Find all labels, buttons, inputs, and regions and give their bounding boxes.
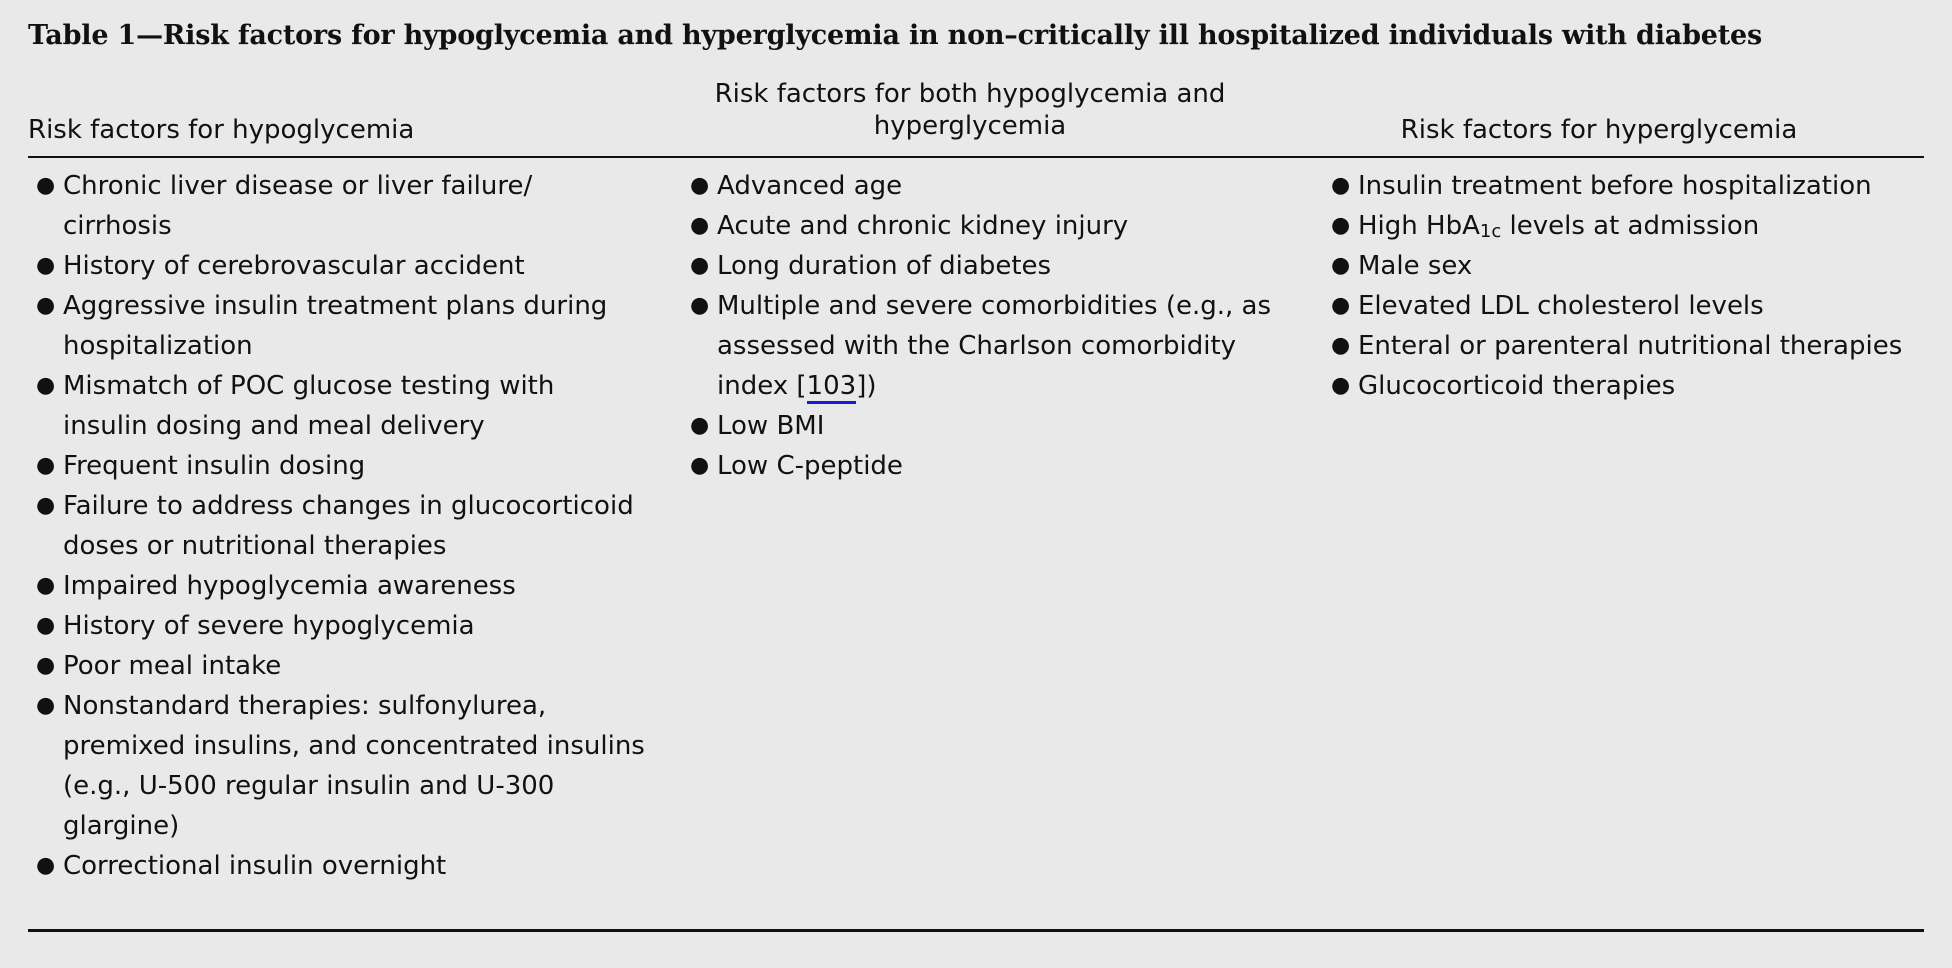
bullet-icon: ● [690,453,710,478]
list-item [36,846,646,886]
bullet-icon: ● [1331,333,1351,358]
list-item-text: Mismatch of POC glucose testing with insulin dosing and meal delivery [63,371,555,441]
list-item-text: History of cerebrovascular accident [63,251,525,281]
bullet-icon: ● [36,573,56,598]
hypoglycemia-list [36,166,646,886]
list-item [36,366,646,446]
bullet-icon: ● [36,373,56,398]
bullet-icon: ● [36,293,56,318]
list-item [690,446,1290,486]
list-item-text: Enteral or parenteral nutritional therapies [1358,331,1903,361]
bullet-icon: ● [690,413,710,438]
bullet-icon: ● [36,653,56,678]
list-item-text: High HbA [1358,211,1480,241]
list-item-text: Low BMI [717,411,825,441]
list-item [690,286,1290,406]
list-item [36,486,646,566]
list-item-text: Male sex [1358,251,1473,281]
hba1c-subscript: 1c [1479,221,1502,242]
bullet-icon: ● [1331,373,1351,398]
bullet-icon: ● [36,613,56,638]
list-item [36,286,646,366]
header-hypoglycemia: Risk factors for hypoglycemia [28,115,415,145]
list-item [690,166,1290,206]
list-item [36,686,646,846]
list-item-text: Aggressive insulin treatment plans during hospitalization [63,291,608,361]
list-item [36,646,646,686]
list-item [1331,326,1951,366]
list-item-text: Long duration of diabetes [717,251,1052,281]
list-item [36,606,646,646]
bullet-icon: ● [1331,213,1351,238]
hyperglycemia-list [1331,166,1951,406]
bullet-icon: ● [36,453,56,478]
bullet-icon: ● [690,293,710,318]
list-item-text: Impaired hypoglycemia awareness [63,571,516,601]
header-both: Risk factors for both hypoglycemia and hyperglycemia [714,79,1226,141]
list-item-text: ]) [856,371,877,401]
list-item-text: Nonstandard therapies: sulfonylurea, premixed insulins, and concentrated insulins (e.g., U-500 regular insulin and U-300 glargine) [63,691,645,841]
list-item [1331,366,1951,406]
list-item-text: Advanced age [717,171,903,201]
list-item-text: Chronic liver disease or liver failure/ cirrhosis [63,171,533,241]
bullet-icon: ● [690,173,710,198]
bullet-icon: ● [36,693,56,718]
list-item [36,246,646,286]
bullet-icon: ● [36,853,56,878]
list-item [36,566,646,606]
list-item [1331,166,1951,206]
table-bottom-rule [28,929,1924,932]
list-item-text: History of severe hypoglycemia [63,611,475,641]
bullet-icon: ● [690,253,710,278]
bullet-icon: ● [1331,293,1351,318]
bullet-icon: ● [36,173,56,198]
bullet-icon: ● [1331,173,1351,198]
reference-link-103[interactable]: 103 [807,371,857,404]
table-title: Table 1—Risk factors for hypoglycemia and hyperglycemia in non–critically ill hospitalized individuals with diabetes [28,20,1762,51]
list-item [690,246,1290,286]
bullet-icon: ● [1331,253,1351,278]
list-item-text: Glucocorticoid therapies [1358,371,1676,401]
list-item [1331,206,1951,246]
both-list [690,166,1290,486]
list-item-text: Failure to address changes in glucocorticoid doses or nutritional therapies [63,491,634,561]
table-container [28,0,1924,968]
list-item [690,406,1290,446]
bullet-icon: ● [36,493,56,518]
list-item [1331,286,1951,326]
bullet-icon: ● [690,213,710,238]
list-item-text: Low C-peptide [717,451,903,481]
list-item [690,206,1290,246]
list-item-text: Poor meal intake [63,651,282,681]
list-item [1331,246,1951,286]
list-item-text: Acute and chronic kidney injury [717,211,1129,241]
list-item-text: Frequent insulin dosing [63,451,366,481]
list-item-text: Insulin treatment before hospitalization [1358,171,1872,201]
list-item [36,166,646,246]
list-item-text: Multiple and severe comorbidities (e.g., as assessed with the Charlson comorbidity index [ [717,291,1272,401]
list-item [36,446,646,486]
list-item-text: Elevated LDL cholesterol levels [1358,291,1764,321]
list-item-text: Correctional insulin overnight [63,851,447,881]
header-hyperglycemia: Risk factors for hyperglycemia [1400,115,1798,145]
bullet-icon: ● [36,253,56,278]
header-rule [28,156,1924,158]
list-item-text: levels at admission [1501,211,1760,241]
